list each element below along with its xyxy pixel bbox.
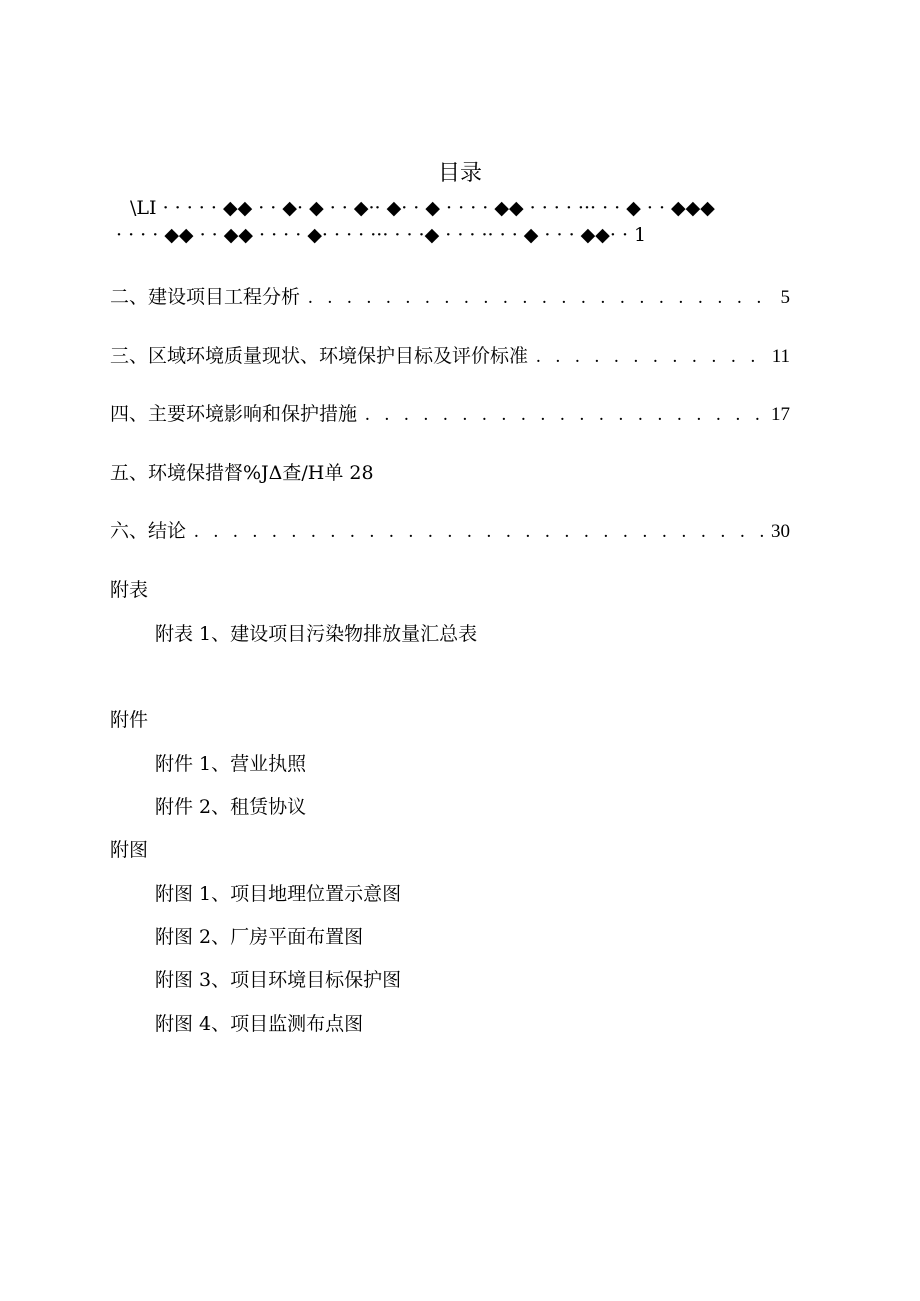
- figure-item[interactable]: 附图 2、厂房平面布置图: [155, 926, 364, 948]
- figures-heading: 附图: [110, 839, 149, 861]
- toc-leader-dots: [536, 346, 764, 368]
- toc-entry-label: 二、建设项目工程分析: [110, 286, 301, 308]
- toc-entry-label: 六、结论: [110, 520, 187, 542]
- toc-leader-dots: [194, 521, 763, 543]
- toc-entry[interactable]: [110, 341, 790, 369]
- toc-entry-garbled-3[interactable]: 五、环境保措督%JΔ查/H单 28: [110, 462, 374, 484]
- toc-leader-dots: [308, 287, 772, 309]
- toc-entry-label: 四、主要环境影响和保护措施: [110, 403, 358, 425]
- toc-page-number: 17: [771, 404, 790, 425]
- attachment-item[interactable]: 附件 1、营业执照: [155, 753, 307, 775]
- toc-entry-label: 三、区域环境质量现状、环境保护目标及评价标准: [110, 345, 529, 367]
- attachment-item[interactable]: 附件 2、租赁协议: [155, 796, 307, 818]
- toc-page-number: 30: [771, 521, 790, 542]
- figure-item[interactable]: 附图 3、项目环境目标保护图: [155, 969, 402, 991]
- toc-page-number: 11: [771, 346, 790, 367]
- toc-entry-garbled-1: \LI · · · · · ◆◆ · · ◆· ◆ · · ◆·· ◆· · ◆ · · · · ◆◆ · · · · ··· · · ◆ · · ◆◆◆: [130, 197, 715, 219]
- figure-item[interactable]: 附图 4、项目监测布点图: [155, 1013, 364, 1035]
- toc-leader-dots: [365, 404, 763, 426]
- toc-entry[interactable]: [110, 282, 790, 310]
- toc-page-number: 5: [780, 287, 790, 308]
- appendix-tables-heading: 附表: [110, 579, 149, 601]
- toc-entry[interactable]: [110, 399, 790, 427]
- toc-title: 目录: [437, 161, 482, 186]
- toc-entry-garbled-2: · · · · ◆◆ · · ◆◆ · · · · ◆· · · · ··· · · ·◆ · · · ·· · · ◆ · · · ◆◆· · 1: [116, 224, 647, 246]
- appendix-table-item[interactable]: 附表 1、建设项目污染物排放量汇总表: [155, 623, 478, 645]
- figure-item[interactable]: 附图 1、项目地理位置示意图: [155, 883, 402, 905]
- toc-entry[interactable]: [110, 516, 790, 544]
- attachments-heading: 附件: [110, 709, 149, 731]
